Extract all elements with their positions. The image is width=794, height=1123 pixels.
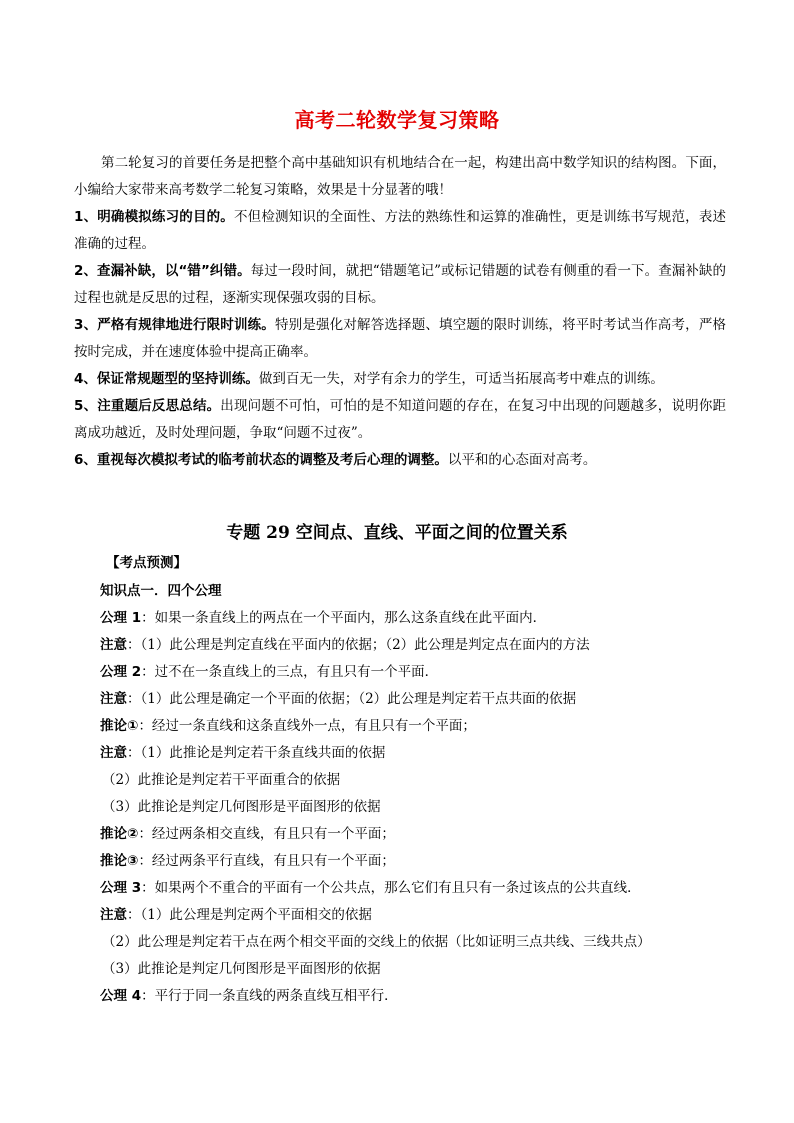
tip-item bbox=[74, 393, 726, 447]
tip-heading: 3、严格有规律地进行限时训练。 bbox=[74, 317, 275, 333]
tip-text: 做到百无一失，对学有余力的学生，可适当拓展高考中难点的训练。 bbox=[258, 371, 664, 387]
tip-item bbox=[74, 258, 726, 312]
tip-text: 特别是强化对解答选择题、填空题的限时训练，将平时考试当作高考，严格按时完成，并在速度体验中提高正确率。 bbox=[74, 317, 726, 360]
content-line: 公理 1：如果一条直线上的两点在一个平面内，那么这条直线在此平面内． bbox=[100, 610, 547, 626]
knowledge-heading: 知识点一．四个公理 bbox=[100, 583, 222, 599]
tip-heading: 6、重视每次模拟考试的临考前状态的调整及考后心理的调整。 bbox=[74, 452, 448, 468]
content-line: 注意：（1）此推论是判定若干条直线共面的依据 bbox=[100, 745, 386, 761]
tip-heading: 1、明确模拟练习的目的。 bbox=[74, 209, 234, 225]
content-line: （2）此公理是判定若干点在两个相交平面的交线上的依据（比如证明三点共线、三线共点） bbox=[102, 934, 651, 950]
tip-text: 出现问题不可怕，可怕的是不知道问题的存在，在复习中出现的问题越多，说明你距离成功越近，及时处理问题，争取“问题不过夜”。 bbox=[74, 398, 726, 441]
content-line: （3）此推论是判定几何图形是平面图形的依据 bbox=[102, 799, 381, 815]
content-line: 推论①：经过一条直线和这条直线外一点，有且只有一个平面； bbox=[100, 718, 476, 734]
tip-text: 不但检测知识的全面性、方法的熟练性和运算的准确性，更是训练书写规范，表述准确的过程。 bbox=[74, 209, 726, 252]
intro-paragraph: 第二轮复习的首要任务是把整个高中基础知识有机地结合在一起，构建出高中数学知识的结构图。下面，小编给大家带来高考数学二轮复习策略，效果是十分显著的哦！ bbox=[74, 155, 726, 198]
tip-item bbox=[74, 204, 726, 258]
content-line: 公理 3：如果两个不重合的平面有一个公共点，那么它们有且只有一条过该点的公共直线． bbox=[100, 880, 641, 896]
content-line: 推论③：经过两条平行直线，有且只有一个平面； bbox=[100, 853, 395, 869]
tip-item bbox=[74, 312, 726, 366]
content-line: （2）此推论是判定若干平面重合的依据 bbox=[102, 772, 341, 788]
section-title: 专题 29 空间点、直线、平面之间的位置关系 bbox=[226, 523, 568, 543]
forecast-label: 【考点预测】 bbox=[106, 555, 187, 571]
content-line: 注意：（1）此公理是判定两个平面相交的依据 bbox=[100, 907, 372, 923]
content-line: 注意：（1）此公理是确定一个平面的依据；（2）此公理是判定若干点共面的依据 bbox=[100, 691, 577, 707]
tip-text: 每过一段时间，就把“错题笔记”或标记错题的试卷有侧重的看一下。查漏补缺的过程也就是反思的过程，逐渐实现保强攻弱的目标。 bbox=[74, 263, 726, 306]
tip-heading: 2、查漏补缺，以“错”纠错。 bbox=[74, 263, 251, 279]
tip-text: 以平和的心态面对高考。 bbox=[447, 452, 597, 468]
content-line: 注意：（1）此公理是判定直线在平面内的依据；（2）此公理是判定点在面内的方法 bbox=[100, 637, 590, 653]
tip-heading: 4、保证常规题型的坚持训练。 bbox=[74, 371, 259, 387]
tip-item bbox=[74, 447, 726, 474]
content-line: 推论②：经过两条相交直线，有且只有一个平面； bbox=[100, 826, 395, 842]
page-title: 高考二轮数学复习策略 bbox=[294, 108, 500, 132]
content-line: 公理 4：平行于同一条直线的两条直线互相平行． bbox=[100, 988, 398, 1004]
content-line: （3）此推论是判定几何图形是平面图形的依据 bbox=[102, 961, 381, 977]
content-line: 公理 2：过不在一条直线上的三点，有且只有一个平面． bbox=[100, 664, 439, 680]
tip-item bbox=[74, 366, 726, 393]
tip-heading: 5、注重题后反思总结。 bbox=[74, 398, 221, 414]
